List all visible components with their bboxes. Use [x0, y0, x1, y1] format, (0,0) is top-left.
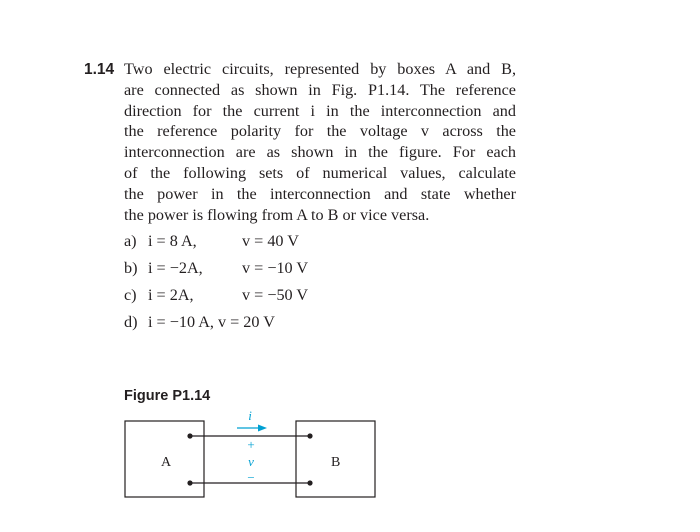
- minus-sign: −: [247, 470, 255, 485]
- figure-caption: Figure P1.14: [124, 388, 211, 404]
- terminal-dot: [307, 480, 312, 485]
- answer-current: i = −2A,: [148, 259, 203, 277]
- answer-voltage: v = −50 V: [242, 286, 309, 304]
- problem-line: the power in the interconnection and state whether: [124, 184, 516, 203]
- answer-current: i = 8 A,: [148, 232, 197, 250]
- problem-line: of the following sets of numerical values, calculate: [124, 163, 516, 182]
- problem-line: Two electric circuits, represented by boxes A and B,: [124, 60, 516, 78]
- problem-line: the power is flowing from A to B or vice versa.: [124, 205, 430, 224]
- answer-letter: b): [124, 259, 138, 277]
- problem-line: the reference polarity for the voltage v across the: [124, 122, 516, 141]
- terminal-dot: [187, 433, 192, 438]
- answer-current: i = 2A,: [148, 286, 194, 304]
- answer-letter: c): [124, 286, 137, 304]
- problem-line: interconnection are as shown in the figure. For each: [124, 143, 516, 162]
- voltage-label: v: [248, 454, 254, 469]
- answer-voltage: v = 40 V: [242, 232, 299, 250]
- answer-voltage: v = −10 V: [242, 259, 309, 277]
- current-arrow-head: [258, 425, 267, 432]
- terminal-dot: [187, 480, 192, 485]
- box-a-label: A: [161, 455, 172, 470]
- answer-letter: a): [124, 232, 137, 250]
- answer-current: i = −10 A, v = 20 V: [148, 313, 275, 331]
- box-b-label: B: [331, 455, 341, 470]
- plus-sign: +: [247, 437, 255, 452]
- problem-line: direction for the current i in the interconnection and: [124, 101, 516, 120]
- problem-number: 1.14: [84, 61, 115, 78]
- current-label: i: [248, 408, 252, 423]
- terminal-dot: [307, 433, 312, 438]
- problem-line: are connected as shown in Fig. P1.14. The reference: [124, 80, 516, 99]
- answer-letter: d): [124, 313, 138, 331]
